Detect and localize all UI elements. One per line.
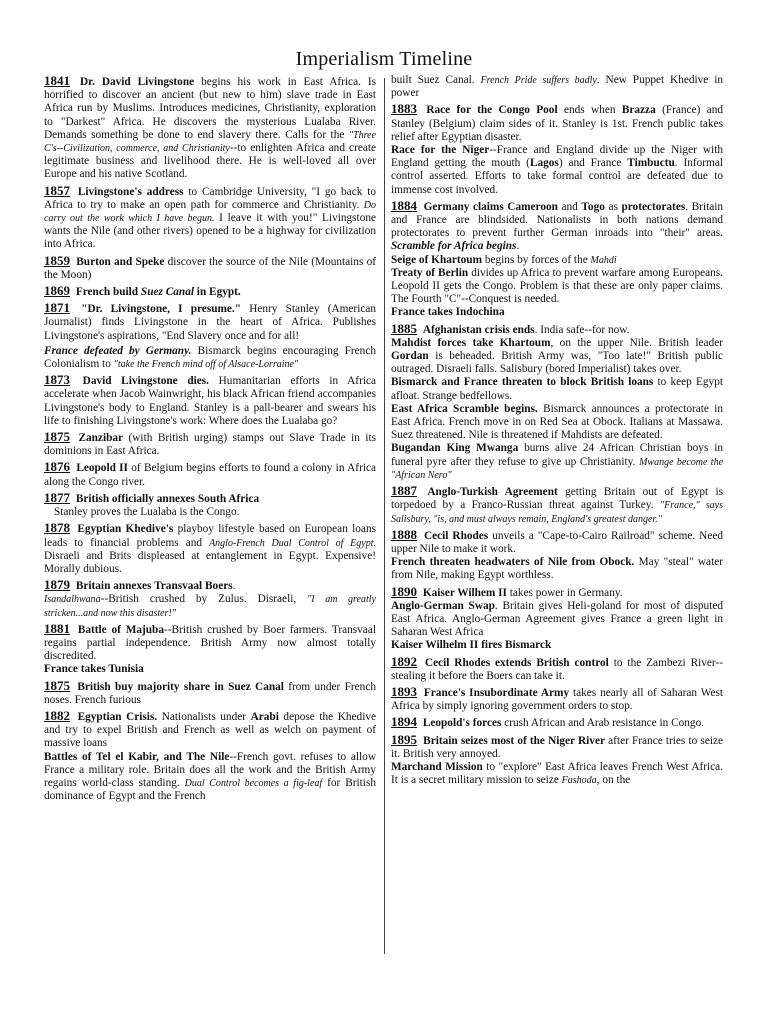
entry-heading: Kaiser Wilhem II [422,586,507,599]
entry-year: 1894 [391,714,417,730]
entry-1885-mwanga: Bugandan King Mwanga burns alive 24 African Christian boys in funeral pyre after they refuse to give up Christianity. Mwange become the "African Nero" [391,442,723,481]
entry-1881: 1881 Battle of Majuba--British crushed by Boer farmers. Transvaal regains partial independence. British Army now almost totally discredited. [44,620,376,663]
entry-heading: David Livingstone dies. [82,375,209,388]
entry-year: 1875 [44,677,70,693]
entry-1882: 1882 Egyptian Crisis. Nationalists under Arabi depose the Khedive and try to expel British and French as well as welch on payment of massive loans [44,707,376,750]
entry-1885: 1885 Afghanistan crisis ends. India safe--for now. [391,320,630,336]
entry-1877 [44,491,376,506]
entry-heading: Burton and Speke [76,255,165,268]
entry-1884: 1884 Germany claims Cameroon and Togo as protectorates. Britain and France are blindsided. Nationalists in both nations demand protectorates to prevent further German inroads into "their" areas. Scramble for Africa begins. [391,197,723,253]
entry-1893: 1893 France's Insubordinate Army takes nearly all of Saharan West Africa by simply ignoring government orders to stop. [391,683,723,713]
entry-year: 1892 [391,653,417,669]
entry-heading: Cecil Rhodes [423,529,489,542]
entry-year: 1895 [391,731,417,747]
entry-heading: Battle of Majuba [77,623,164,636]
entry-1888: 1888 Cecil Rhodes unveils a "Cape-to-Cairo Railroad" scheme. Need upper Nile to make it work. [391,526,723,555]
entry-1876: 1876 Leopold II of Belgium begins efforts to found a colony in Africa along the Congo river. [44,459,376,488]
entry-1857: 1857 Livingstone's address to Cambridge University, "I go back to Africa to try to make an open path for commerce and Christianity. Do carry out the work which I have begun. I leave it with you!" Livingstone wants the Nile (and other rivers) opened to be a highway for civilization into Africa. [44,182,376,251]
entry-year: 1877 [44,489,70,505]
entry-1871-france: France defeated by Germany. Bismarck begins encouraging French Colonialism to "take the French mind off of Alsace-Lorraine" [44,344,376,371]
entry-year: 1888 [391,526,417,542]
entry-heading: British officially annexes South Africa [75,492,260,505]
entry-1869: 1869 French build Suez Canal in Egypt. [44,283,241,299]
entry-1882-continued: built Suez Canal. French Pride suffers badly. New Puppet Khedive in power [391,74,723,100]
entry-year: 1871 [44,300,70,316]
entry-year: 1878 [44,520,70,536]
entry-heading: Zanzibar [78,432,124,445]
entry-heading: "Dr. Livingstone, I presume." [81,303,242,316]
entry-1875-suez: 1875 British buy majority share in Suez Canal from under French noses. French furious [44,677,376,706]
entry-1881-tunisia: France takes Tunisia [44,663,144,676]
entry-heading: French build [75,286,141,299]
entry-year: 1879 [44,577,70,593]
entry-1895-marchand: Marchand Mission to "explore" East Africa leaves French West Africa. It is a secret military mission to seize Fashoda, on the [391,760,723,787]
entry-heading: Cecil Rhodes extends British control [424,656,609,669]
entry-1884-berlin: Treaty of Berlin divides up Africa to prevent warfare among Europeans. Leopold II gets the Congo. Problem is that these are only paper claims. The Fourth "C"--Conquest is needed. [391,266,723,306]
entry-1890: 1890 Kaiser Wilhem II takes power in Germany. [391,583,623,599]
entry-1885-mahdist: Mahdist forces take Khartoum, on the upper Nile. British leader Gordan is beheaded. British Army was, "Too late!" British public outraged. Disraeli falls. Salisbury (bored Imperialist) takes over. [391,336,723,376]
entry-1871: 1871 "Dr. Livingstone, I presume." Henry Stanley (American Journalist) finds Livingstone in the heart of Africa. Publishes Livingstone's aspirations, "End Slavery once and for all! [44,300,376,342]
timeline-column-right [391,74,723,980]
entry-1873: 1873 David Livingstone dies. Humanitarian efforts in Africa accelerate when Jacob Wainwright, his black African friend accompanies Livingstone's body to England. Stanley is a pall-bearer and swears his life to finishing Livingstone's work: Where does the Lualaba go? [44,372,376,427]
entry-1885-east-africa: East Africa Scramble begins. Bismarck announces a protectorate in East Africa. French move in on Red Sea at Obock. Italians at Massawa. Suez threatened. Nile is threatened if Mahdists are defeated. [391,402,723,442]
entry-1890-bismarck: Kaiser Wilhelm II fires Bismarck [391,639,552,652]
entry-1892: 1892 Cecil Rhodes extends British control to the Zambezi River--stealing it before the Boers can take it. [391,653,723,682]
entry-year: 1873 [44,372,70,388]
entry-heading: Afghanistan crisis ends [422,323,535,336]
entry-heading: Egyptian Khedive's [77,523,174,536]
column-divider [384,78,385,954]
entry-1885-loans: Bismarck and France threaten to block British loans to keep Egypt afloat. Strange bedfellows. [391,376,723,402]
entry-1884-khartoum: Seige of Khartoum begins by forces of the Mahdi [391,253,617,266]
entry-heading: Dr. David Livingstone [79,76,195,88]
entry-1888-obock: French threaten headwaters of Nile from Obock. May "steal" water from Nile, making Egypt worthless. [391,556,723,582]
entry-heading: France's Insubordinate Army [423,686,570,699]
entry-1841: 1841 Dr. David Livingstone begins his work in East Africa. Is horrified to discover an ancient (but new to him) slave trade in East Africa run by Muslims. Introduces medicines, Christianity, exploration to "Darkest" Africa. He discovers the mysterious Lualaba River. Demands something be done to end slavery there. Calls for the "Three C's--Civilization, commerce, and Christianity--to enlighten Africa and create legitimate business and livelihood there. He is well-loved all over Europe and his native Scotland. [44,74,376,181]
entry-year: 1884 [391,197,417,213]
entry-1883-niger: Race for the Niger--France and England divide up the Niger with England getting the mouth (Lagos) and France Timbuctu. Informal control asserted. Efforts to take formal control are defeated due to immense cost involved. [391,144,723,196]
entry-1882-battles: Battles of Tel el Kabir, and The Nile--French govt. refuses to allow France a military role. Britain does all the work and the British Army regains world-class standing. Dual Control becomes a fig-leaf for British dominance of Egypt and the French [44,750,376,803]
entry-1878: 1878 Egyptian Khedive's playboy lifestyle based on European loans leads to financial problems and Anglo-French Dual Control of Egypt. Disraeli and Brits displeased at entanglement in Egypt. Expensive! Morally dubious. [44,520,376,575]
entry-1895: 1895 Britain seizes most of the Niger River after France tries to seize it. British very annoyed. [391,731,723,760]
entry-year: 1890 [391,583,417,599]
entry-heading: Leopold II [76,462,128,475]
entry-heading: Livingstone's address [77,185,184,198]
entry-year: 1881 [44,620,70,636]
entry-heading: British buy majority share in Suez Canal [77,680,284,693]
entry-year: 1875 [44,429,70,445]
entry-1887: 1887 Anglo-Turkish Agreement getting Britain out of Egypt is torpedoed by a Franco-Russian threat against Turkey. "France," says Salisbury, "is, and must always remain, England's greatest danger." [391,483,723,525]
entry-year: 1859 [44,252,70,268]
entry-heading: Britain seizes most of the Niger River [423,734,605,747]
entry-1859: 1859 Burton and Speke discover the source of the Nile (Mountains of the Moon) [44,252,376,281]
entry-1879: 1879 Britain annexes Transvaal Boers. [44,577,236,593]
entry-year: 1882 [44,707,70,723]
entry-1890-swap: Anglo-German Swap. Britain gives Heli-goland for most of disputed East Africa. Anglo-German Agreement gives France a green light in Saharan West Africa [391,599,723,639]
entry-1879-isandalhwana: Isandalhwana--British crushed by Zulus. Disraeli, "I am greatly stricken...and now this disaster!" [44,593,376,619]
entry-heading: Anglo-Turkish Agreement [427,486,558,499]
entry-year: 1893 [391,683,417,699]
entry-year: 1885 [391,320,417,336]
page-title: Imperialism Timeline [295,48,473,70]
entry-1877-lualaba: Stanley proves the Lualaba is the Congo. [54,506,240,519]
entry-1883: 1883 Race for the Congo Pool ends when Brazza (France) and Stanley (Belgium) claim sides of it. Stanley is 1st. French public takes relief after Egyptian disaster. [391,101,723,143]
entry-year: 1887 [391,483,417,499]
entry-1894: 1894 Leopold's forces crush African and Arab resistance in Congo. [391,714,705,730]
entry-year: 1857 [44,182,70,198]
entry-year: 1841 [44,74,70,88]
entry-heading: France defeated by Germany. [44,344,192,357]
timeline-column-left [44,74,376,980]
entry-heading: Egyptian Crisis. [77,710,158,723]
entry-heading: Race for the Congo Pool [426,104,558,117]
entry-year: 1876 [44,459,70,475]
entry-1875: 1875 Zanzibar (with British urging) stamps out Slave Trade in its dominions in East Africa. [44,429,376,458]
entry-year: 1883 [391,101,417,117]
entry-heading: Britain annexes Transvaal Boers [75,580,233,593]
entry-year: 1869 [44,283,70,299]
entry-heading: Leopold's forces [422,717,502,730]
entry-1884-indochina: France takes Indochina [391,306,505,319]
entry-heading: Germany claims Cameroon [423,200,558,213]
